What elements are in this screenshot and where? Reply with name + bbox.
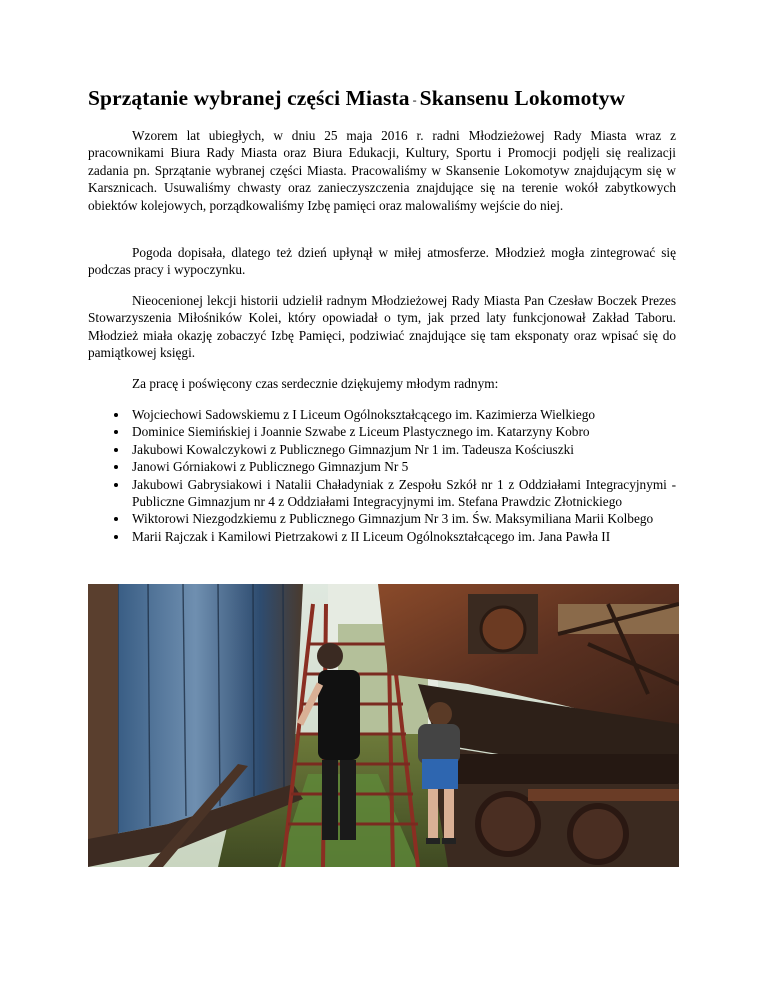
paragraph-weather: Pogoda dopisała, dlatego też dzień upłynął w miłej atmosferze. Młodzież mogła zintegrować się podczas pracy i wypoczynku. [88,245,676,278]
list-item [88,423,676,440]
bullet-icon [114,517,118,521]
bullet-icon [114,413,118,417]
list-item-text: Janowi Górniakowi z Publicznego Gimnazjum Nr 5 [132,459,409,475]
bullet-icon [114,465,118,469]
list-item-text: Marii Rajczak i Kamilowi Pietrzakowi z II Liceum Ogólnokształcącego im. Jana Pawła II [132,528,611,544]
list-item [88,528,676,545]
list-item [88,476,676,511]
list-item-text: Dominice Siemińskiej i Joannie Szwabe z Liceum Plastycznego im. Katarzyny Kobro [132,424,590,440]
paragraph-thanks: Za pracę i poświęcony czas serdecznie dziękujemy młodym radnym: [132,376,499,391]
skansen-photo [88,584,679,867]
list-item [88,510,676,527]
list-item [88,406,676,423]
paragraph-history: Nieocenionej lekcji historii udzielił radnym Młodzieżowej Rady Miasta Pan Czesław Boczek Prezes Stowarzyszenia Miłośników Kolei, który opowiadał o tym, jak przed laty funkcjonował Zakład Taboru. Młodzież miała okazję zobaczyć Izbę Pamięci, podziwiać znajdujące się tam eksponaty oraz wpisać się do pamiątkowej księgi. [88,293,676,361]
title-dash: - [412,93,417,107]
list-item-text: Wojciechowi Sadowskiemu z I Liceum Ogólnokształcącego im. Kazimierza Wielkiego [132,407,596,422]
paragraph-intro: Wzorem lat ubiegłych, w dniu 25 maja 2016 r. radni Młodzieżowej Rady Miasta wraz z pracownikami Biura Rady Miasta oraz Biura Edukacji, Kultury, Sportu i Promocji podjęli się realizacji zadania pn. Sprzątanie wybranej części Miasta. Pracowaliśmy w Skansenie Lokomotyw znajdującym się w Karsznicach. Usuwaliśmy chwasty oraz zanieczyszczenia znajdujące się na terenie wokół zabytkowych obiektów kolejowych, porządkowaliśmy Izbę pamięci oraz malowaliśmy wejście do niej. [88,128,676,213]
title-main: Sprzątanie wybranej części Miasta [88,86,410,110]
bullet-icon [114,483,118,487]
list-item-text: Jakubowi Kowalczykowi z Publicznego Gimnazjum Nr 1 im. Tadeusza Kościuszki [132,441,574,457]
document-title [88,86,688,111]
list-item [88,441,676,458]
bullet-icon [114,430,118,434]
list-item-text: Wiktorowi Niezgodzkiemu z Publicznego Gimnazjum Nr 3 im. Św. Maksymiliana Marii Kolbego [132,511,654,527]
thanks-list [88,406,676,545]
list-item-text: Jakubowi Gabrysiakowi i Natalii Chaładyniak z Zespołu Szkół nr 1 z Oddziałami Integracyjnymi - Publiczne Gimnazjum nr 4 z Oddziałami Integracyjnymi im. Stefana Prawdzic Złotnickiego [132,476,676,510]
bullet-icon [114,448,118,452]
title-sub: Skansenu Lokomotyw [419,86,626,110]
list-item [88,458,676,475]
bullet-icon [114,535,118,539]
